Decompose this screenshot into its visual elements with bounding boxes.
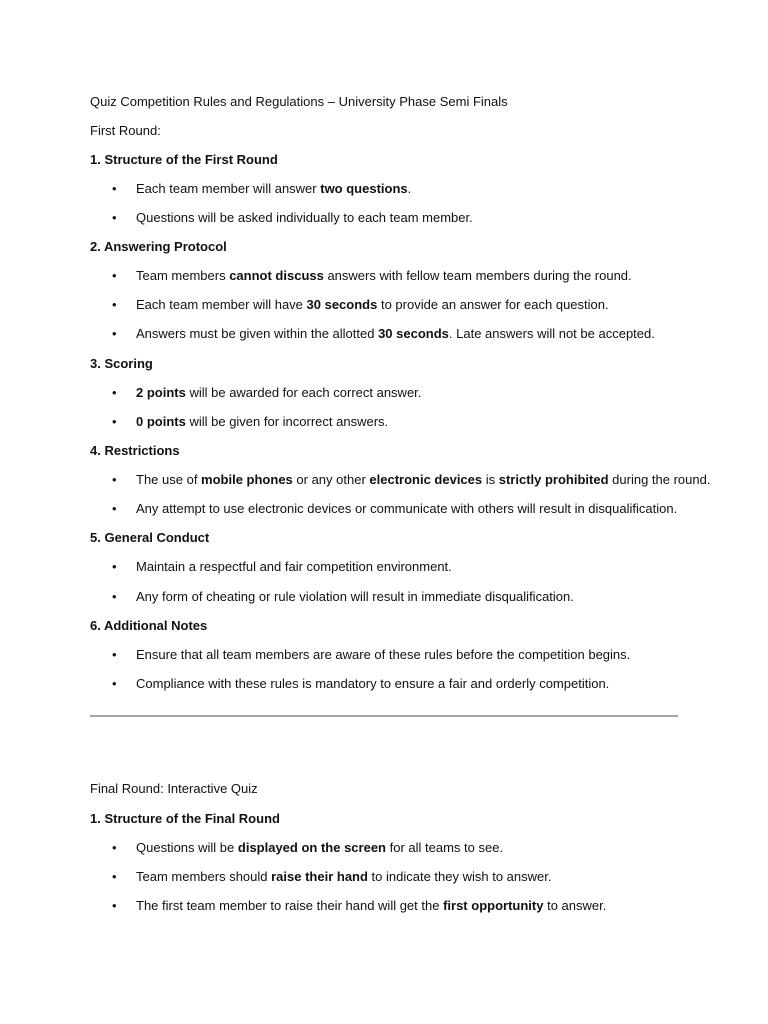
bullet-icon: • <box>112 210 117 225</box>
bullet-icon: • <box>112 676 117 691</box>
list-item-text: Questions will be asked individually to each team member. <box>136 210 473 225</box>
section-heading-restrictions: 4. Restrictions <box>90 443 180 458</box>
final-round-title: Final Round: Interactive Quiz <box>90 781 258 796</box>
list-item-text: Answers must be given within the allotted 30 seconds. Late answers will not be accepted. <box>136 326 655 341</box>
list-item-text: Questions will be displayed on the screen for all teams to see. <box>136 840 504 855</box>
list-item-text: Any attempt to use electronic devices or communicate with others will result in disqualification. <box>136 501 678 516</box>
list-item-text: Each team member will have 30 seconds to provide an answer for each question. <box>136 297 609 312</box>
list-item-text: Each team member will answer two questions. <box>136 181 412 196</box>
first-round-title: First Round: <box>90 123 161 138</box>
list-item-text: Team members should raise their hand to indicate they wish to answer. <box>136 869 552 884</box>
list-item-text: Team members cannot discuss answers with fellow team members during the round. <box>136 268 632 283</box>
list-item-text: The use of mobile phones or any other electronic devices is strictly prohibited during the round. <box>136 472 711 487</box>
bullet-icon: • <box>112 414 117 429</box>
bullet-icon: • <box>112 559 117 574</box>
bullet-icon: • <box>112 385 117 400</box>
list-item-text: Ensure that all team members are aware of these rules before the competition begins. <box>136 647 631 662</box>
bullet-icon: • <box>112 589 117 604</box>
document-title: Quiz Competition Rules and Regulations – University Phase Semi Finals <box>90 94 508 109</box>
section-heading-general-conduct: 5. General Conduct <box>90 530 210 545</box>
bullet-icon: • <box>112 898 117 913</box>
bullet-icon: • <box>112 472 117 487</box>
section-heading-additional-notes: 6. Additional Notes <box>90 618 208 633</box>
bullet-icon: • <box>112 869 117 884</box>
list-item-text: Compliance with these rules is mandatory to ensure a fair and orderly competition. <box>136 676 610 691</box>
list-item-text: Any form of cheating or rule violation will result in immediate disqualification. <box>136 589 574 604</box>
list-item-text: 2 points will be awarded for each correct answer. <box>136 385 422 400</box>
bullet-icon: • <box>112 501 117 516</box>
bullet-icon: • <box>112 840 117 855</box>
bullet-icon: • <box>112 647 117 662</box>
bullet-icon: • <box>112 326 117 341</box>
bullet-icon: • <box>112 181 117 196</box>
list-item-text: 0 points will be given for incorrect answers. <box>136 414 389 429</box>
section-heading-structure-first-round: 1. Structure of the First Round <box>90 152 278 167</box>
horizontal-divider <box>90 715 678 717</box>
bullet-icon: • <box>112 268 117 283</box>
section-heading-scoring: 3. Scoring <box>90 356 153 371</box>
list-item-text: The first team member to raise their hand will get the first opportunity to answer. <box>136 898 607 913</box>
section-heading-answering-protocol: 2. Answering Protocol <box>90 239 227 254</box>
section-heading-structure-final-round: 1. Structure of the Final Round <box>90 811 280 826</box>
list-item-text: Maintain a respectful and fair competition environment. <box>136 559 452 574</box>
bullet-icon: • <box>112 297 117 312</box>
